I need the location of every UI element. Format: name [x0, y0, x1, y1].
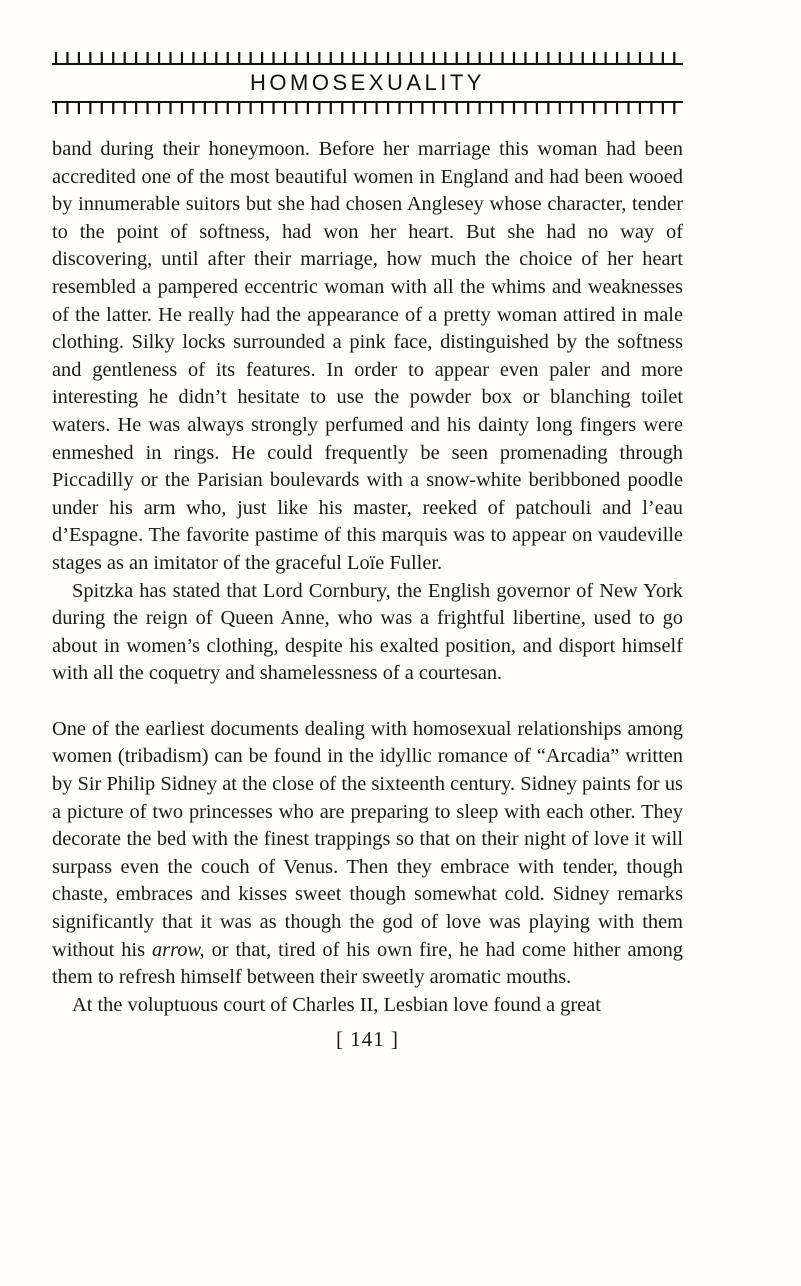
bottom-ornament-rule [52, 100, 683, 118]
arcadia-text-end: or that, tired of his own fire, he had come hither among them to refresh himself between their sweetly aromatic mouths. [52, 938, 683, 989]
book-page [52, 48, 683, 1052]
page-number: [ 141 ] [336, 1027, 399, 1052]
arcadia-italic-word: arrow, [151, 938, 205, 961]
arcadia-text-start: One of the earliest documents dealing with homosexual relationships among women (tribadism) can be found in the idyllic romance of “Arcadia” written by Sir Philip Sidney at the close of the sixteenth century. Sidney paints for us a picture of two princesses who are preparing to sleep with each other. They decorate the bed with the finest trappings so that on their night of love it will surpass even the couch of Venus. Then they embrace with tender, though chaste, embraces and kisses sweet though somewhat cold. Sidney remarks significantly that it was as though the god of love was playing with them without his [52, 717, 683, 961]
top-ornament-rule [52, 48, 683, 66]
paragraph-charles: At the voluptuous court of Charles II, Lesbian love found a great [72, 993, 601, 1016]
running-head-title: HOMOSEXUALITY [250, 70, 485, 95]
body-text [52, 136, 683, 1019]
paragraph-cornbury: Spitzka has stated that Lord Cornbury, the English governor of New York during the reign of Queen Anne, who was a frightful libertine, used to go about in women’s clothing, despite his exalted position, and disport himself with all the coquetry and shamelessness of a courtesan. [52, 579, 683, 685]
paragraph-arcadia [52, 716, 683, 992]
paragraph-anglesey: band during their honeymoon. Before her marriage this woman had been accredited one of the most beautiful women in England and had been wooed by innumerable suitors but she had chosen Anglesey whose character, tender to the point of softness, had won her heart. But she had no way of discovering, until after their marriage, how much the choice of her heart resembled a pampered eccentric woman with all the whims and weaknesses of the latter. He really had the appearance of a pretty woman attired in male clothing. Silky locks surrounded a pink face, distinguished by the softness and gentleness of its features. In order to appear even paler and more interesting he didn’t hesitate to use the powder box or blanching toilet waters. He was always strongly perfumed and his dainty long fingers were enmeshed in rings. He could frequently be seen promenading through Piccadilly or the Parisian boulevards with a snow-white beribboned poodle under his arm who, just like his master, reeked of patchouli and l’eau d’Espagne. The favorite pastime of this marquis was to appear on vaudeville stages as an imitator of the graceful Loïe Fuller. [52, 138, 683, 574]
